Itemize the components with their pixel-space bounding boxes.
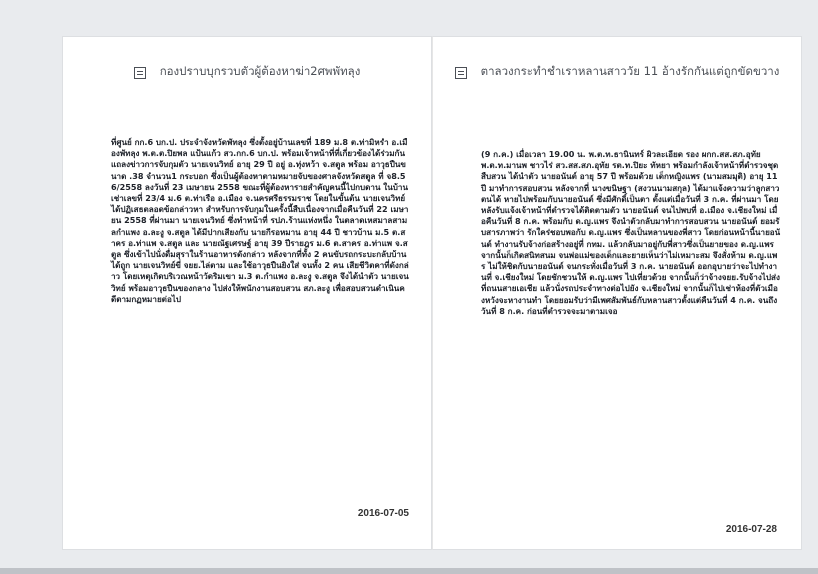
card-header: [433, 65, 801, 79]
card-date: 2016-07-05: [357, 508, 409, 519]
card-date: 2016-07-28: [725, 524, 777, 535]
horizontal-scrollbar[interactable]: [0, 568, 818, 574]
card-body-text: ที่ศูนย์ กก.6 บก.ป. ประจำจังหวัดพัทลุง ซึ่งตั้งอยู่บ้านเลขที่ 189 ม.8 ต.ท่ามิหรำ อ.เมืองพัทลุง พ.ต.ต.ปิยพล แป้นแก้ว สว.กก.6 บก.ป. พร้อมเจ้าหน้าที่ที่เกี่ยวข้องได้ร่วมกันแถลงข่าวการจับกุมตัว นายเจนวิทย์ อายุ 29 ปี อยู่ อ.ทุ่งหว้า จ.สตูล พร้อม อาวุธปืนขนาด .38 จำนวน1 กระบอก ซึ่งเป็นผู้ต้องหาตามหมายจับของศาลจังหวัดสตูล ที่ จ8.56/2558 ลงวันที่ 23 เมษายน 2558 ขณะที่ผู้ต้องหารายสำคัญคนนี้ไปกบดาน ในบ้านเช่าเลขที่ 23/4 ม.6 ต.ท่าเรือ อ.เมือง จ.นครศรีธรรมราช โดยในขั้นต้น นายเจนวิทย์ ได้ปฏิเสธตลอดข้อกล่าวหา สำหรับการจับกุมในครั้งนี้สืบเนื่องจากเมื่อคืนวันที่ 22 เมษายน 2558 ที่ผ่านมา นายเจนวิทย์ ซึ่งทำหน้าที่ รปภ.ร้านแห่งหนึ่ง ในตลาดเหสมาลสามลกำแพง อ.ละงู จ.สตูล ได้มีปากเสียงกับ นายกีรอหมาน อายุ 44 ปี ชาวบ้าน ม.5 ต.สาคร อ.ท่าแพ จ.สตูล และ นายณัฐเศรษฐ์ อายุ 39 ปีรายฎร ม.6 ต.สาคร อ.ท่าแพ จ.สตูล ซึ่งเข้าไปนั่งดื่มสุราในร้านอาหารดังกล่าว หลังจากที่ทั้ง 2 คนขับรถกระบะกลับบ้าน ได้ถูก นายเจนวิทย์ขี่ จยย.ไล่ตาม และใช้อาวุธปืนยิงใส่ จนทั้ง 2 คน เสียชีวิตคาที่ดังกล่าว โดยเหตุเกิดบริเวณหน้าวัดริมเขา ม.3 ต.กำแพง อ.ละงู จ.สตูล จึงได้นำตัว นายเจนวิทย์ พร้อมอาวุธปืนของกลาง ไปส่งให้พนักงานสอบสวน สภ.ละงู เพื่อสอบสวนดำเนินคดีตามกฏหมายต่อไป: [111, 137, 409, 304]
document-icon: [455, 67, 467, 79]
card-body-text: (9 ก.ค.) เมื่อเวลา 19.00 น. พ.ต.ท.ธานินทร์ ผิวละเอียด รอง ผกก.สส.สภ.อุทัย พ.ต.ท.มานพ ชาวไร่ สว.สส.สภ.อุทัย รต.ท.ปิยะ ทัหยา พร้อมกำลังเจ้าหน้าที่ตำรวจชุดสืบสวน ได้นำตัว นายอนันต์ อายุ 57 ปี พร้อมด้วย เด็กหญิงแพร (นามสมมุติ) อายุ 11 ปี มาทำการสอบสวน หลังจากที่ นางขนิษฐา (สงวนนามสกุล) ได้มาแจ้งความว่าลูกสาวตนได้ หายไปพร้อมกับนายอนันต์ ซึ่งมีศักดิ์เป็นตา ตั้งแต่เมื่อวันที่ 3 ก.ค. ที่ผ่านมา โดยหลังรับแจ้งเจ้าหน้าที่ตำรวจได้ติดตามตัว นายอนันต์ จนไปพบที่ อ.เมือง จ.เชียงใหม่ เมื่อคืนวันที่ 8 ก.ค. พร้อมกับ ด.ญ.แพร จึงนำตัวกลับมาทำการสอบสวน นายอนันต์ ยอมรับสารภาพว่า รักใคร่ชอบพอกับ ด.ญ.แพร ซึ่งเป็นหลานของพี่สาว โดยก่อนหน้านี้นายอนันต์ ทำงานรับจ้างก่อสร้างอยู่ที่ กทม. แล้วกลับมาอยู่กับพี่สาวซึ่งเป็นยายของ ด.ญ.แพร จากนั้นก็เกิดสนิทสนม จนพ่อแม่ของเด็กและยายเห็นว่าไม่เหมาะสม จึงสั่งห้าม ด.ญ.แพร ไม่ให้ชิดกับนายอนันต์ จนกระทั่งเมื่อวันที่ 3 ก.ค. นายอนันต์ ออกอุบายว่าจะไปทำงานที่ จ.เชียงใหม่ โดยชักชวนให้ ด.ญ.แพร ไปเที่ยวด้วย จากนั้นก็ว่าจ้างจยย.รับจ้างไปส่งที่ถนนสายเอเชีย แล้วนั่งรถประจำทางต่อไปยัง จ.เชียงใหม่ จากนั้นก็ไปเช่าห้องที่ตัวเมืองหวังจะหางานทำ โดยยอมรับว่ามีเพศสัมพันธ์กับหลานสาวตั้งแต่คืนวันที่ 4 ก.ค. จนถึงวันที่ 8 ก.ค. ก่อนที่ตำรวจจะมาตามเจอ: [481, 149, 781, 316]
card-title[interactable]: กองปราบบุกรวบตัวผู้ต้องหาฆ่า2ศพพัทลุง: [159, 64, 361, 78]
news-card[interactable]: [62, 36, 432, 550]
document-icon: [134, 67, 146, 79]
card-header: [63, 65, 431, 79]
news-card[interactable]: [432, 36, 802, 550]
card-title[interactable]: ตาลวงกระทำชำเราหลานสาววัย 11 อ้างรักกันแต่ถูกขัดขวาง: [480, 64, 780, 78]
